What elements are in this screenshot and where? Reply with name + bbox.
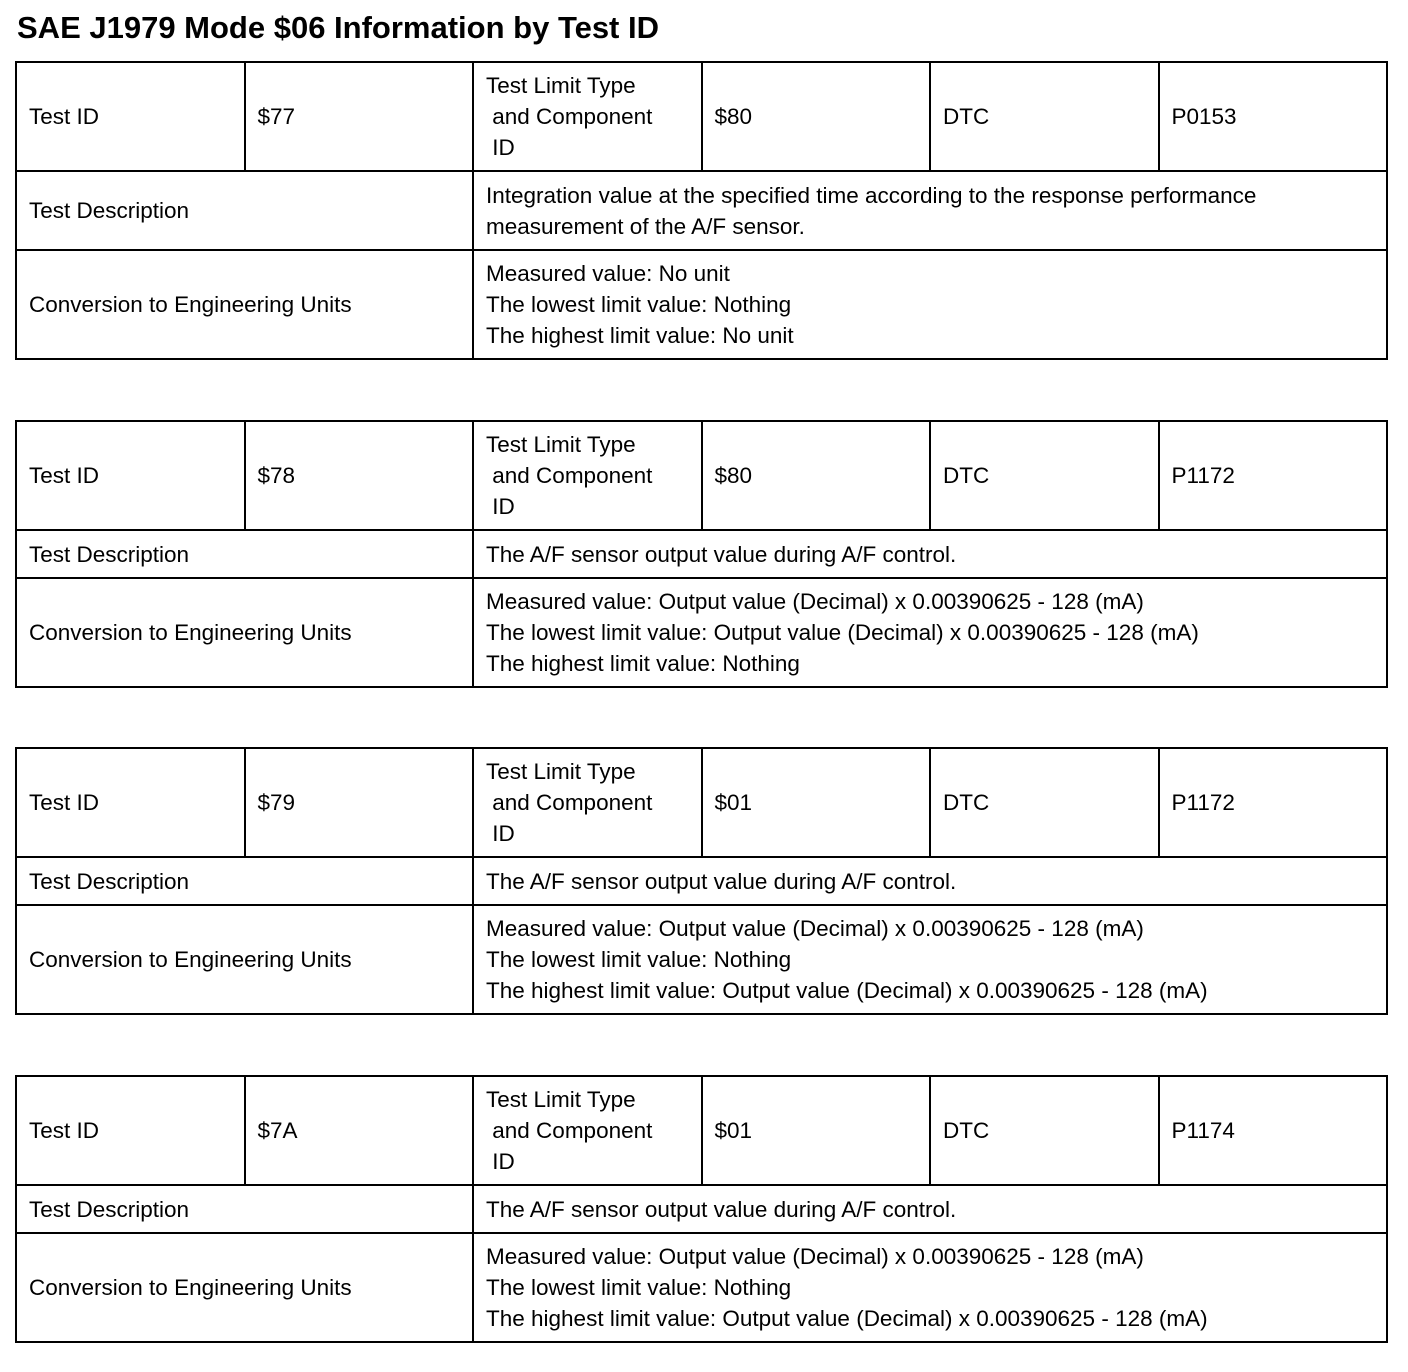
description-row <box>16 171 1387 250</box>
description-row <box>16 857 1387 905</box>
conversion-row <box>16 578 1387 687</box>
test-id-table <box>15 420 1388 688</box>
conversion-line: The lowest limit value: Nothing <box>486 947 792 972</box>
header-row <box>16 421 1387 530</box>
test-id-label: Test ID <box>16 62 245 171</box>
description-row <box>16 530 1387 578</box>
conversion-line: The lowest limit value: Nothing <box>486 1275 792 1300</box>
conversion-value <box>473 250 1387 359</box>
page-title: SAE J1979 Mode $06 Information by Test ID <box>17 10 659 45</box>
test-id-value: $7A <box>245 1076 474 1185</box>
dtc-value: P1172 <box>1159 421 1388 530</box>
conversion-value <box>473 1233 1387 1342</box>
test-limit-type-value: $01 <box>702 1076 931 1185</box>
test-limit-type-label: Test Limit Type and Component ID <box>473 1076 702 1185</box>
header-row <box>16 1076 1387 1185</box>
conversion-line: The highest limit value: No unit <box>486 323 794 348</box>
conversion-label: Conversion to Engineering Units <box>16 1233 473 1342</box>
dtc-value: P0153 <box>1159 62 1388 171</box>
conversion-line: Measured value: Output value (Decimal) x 0.00390625 - 128 (mA) <box>486 1244 1144 1269</box>
test-id-table <box>15 61 1388 360</box>
conversion-row <box>16 1233 1387 1342</box>
test-description-label: Test Description <box>16 1185 473 1233</box>
test-description-value: The A/F sensor output value during A/F control. <box>473 1185 1387 1233</box>
conversion-line: The lowest limit value: Nothing <box>486 292 792 317</box>
test-id-label: Test ID <box>16 421 245 530</box>
conversion-row <box>16 905 1387 1014</box>
test-id-label: Test ID <box>16 1076 245 1185</box>
conversion-label: Conversion to Engineering Units <box>16 905 473 1014</box>
test-description-label: Test Description <box>16 171 473 250</box>
conversion-line: The highest limit value: Nothing <box>486 651 800 676</box>
conversion-value <box>473 905 1387 1014</box>
test-description-value: The A/F sensor output value during A/F control. <box>473 530 1387 578</box>
dtc-value: P1172 <box>1159 748 1388 857</box>
dtc-label: DTC <box>930 421 1159 530</box>
conversion-line: The highest limit value: Output value (Decimal) x 0.00390625 - 128 (mA) <box>486 978 1208 1003</box>
test-id-value: $77 <box>245 62 474 171</box>
conversion-line: Measured value: Output value (Decimal) x 0.00390625 - 128 (mA) <box>486 589 1144 614</box>
description-row <box>16 1185 1387 1233</box>
test-limit-type-label: Test Limit Type and Component ID <box>473 421 702 530</box>
dtc-label: DTC <box>930 748 1159 857</box>
test-limit-type-value: $80 <box>702 62 931 171</box>
conversion-label: Conversion to Engineering Units <box>16 250 473 359</box>
header-row <box>16 748 1387 857</box>
test-id-value: $78 <box>245 421 474 530</box>
dtc-value: P1174 <box>1159 1076 1388 1185</box>
header-row <box>16 62 1387 171</box>
conversion-line: The highest limit value: Output value (Decimal) x 0.00390625 - 128 (mA) <box>486 1306 1208 1331</box>
test-limit-type-value: $80 <box>702 421 931 530</box>
dtc-label: DTC <box>930 1076 1159 1185</box>
test-limit-type-label: Test Limit Type and Component ID <box>473 748 702 857</box>
test-description-label: Test Description <box>16 530 473 578</box>
test-limit-type-label: Test Limit Type and Component ID <box>473 62 702 171</box>
conversion-line: Measured value: No unit <box>486 261 730 286</box>
conversion-line: The lowest limit value: Output value (Decimal) x 0.00390625 - 128 (mA) <box>486 620 1199 645</box>
conversion-value <box>473 578 1387 687</box>
conversion-line: Measured value: Output value (Decimal) x 0.00390625 - 128 (mA) <box>486 916 1144 941</box>
conversion-label: Conversion to Engineering Units <box>16 578 473 687</box>
test-description-value: The A/F sensor output value during A/F control. <box>473 857 1387 905</box>
test-id-label: Test ID <box>16 748 245 857</box>
test-id-table <box>15 1075 1388 1343</box>
conversion-row <box>16 250 1387 359</box>
test-id-table <box>15 747 1388 1015</box>
test-description-label: Test Description <box>16 857 473 905</box>
test-limit-type-value: $01 <box>702 748 931 857</box>
test-id-value: $79 <box>245 748 474 857</box>
dtc-label: DTC <box>930 62 1159 171</box>
test-description-value: Integration value at the specified time according to the response performance measurement of the A/F sensor. <box>473 171 1387 250</box>
